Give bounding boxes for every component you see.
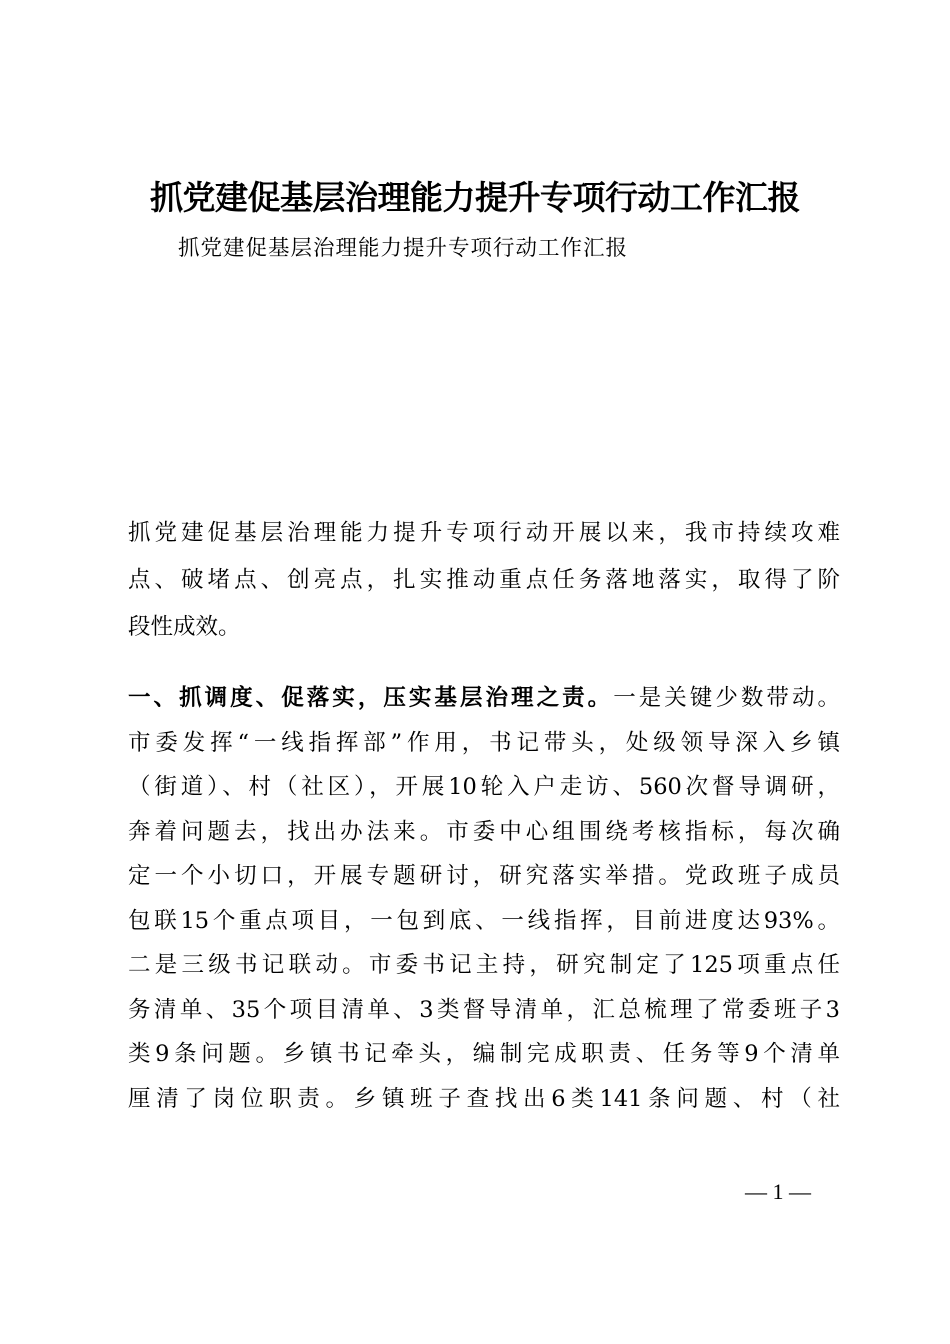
section-line: 类9条问题。乡镇书记牵头，编制完成职责、任务等9个清单: [128, 1041, 840, 1067]
section-heading: 一、抓调度、促落实，压实基层治理之责。: [128, 685, 614, 711]
section-line: 包联15个重点项目，一包到底、一线指挥，目前进度达93%。: [128, 907, 840, 934]
section-one-paragraph: [128, 676, 840, 1121]
section-line: （街道）、村（社区），开展10轮入户走访、560次督导调研，: [128, 774, 840, 800]
section-line: 定一个小切口，开展专题研讨，研究落实举措。党政班子成员: [128, 863, 840, 889]
page-number: — 1 —: [745, 1179, 811, 1204]
intro-line: 点、破堵点、创亮点，扎实推动重点任务落地落实，取得了阶: [128, 567, 840, 593]
section-line: 务清单、35个项目清单、3类督导清单，汇总梳理了常委班子3: [128, 996, 840, 1023]
document-subtitle: 抓党建促基层治理能力提升专项行动工作汇报: [178, 236, 629, 261]
section-first-line: [128, 676, 840, 721]
section-first-line-rest: 一是关键少数带动。: [613, 685, 840, 711]
section-line: 厘清了岗位职责。乡镇班子查找出6类141条问题、村（社: [128, 1085, 840, 1112]
section-line: 市委发挥“一线指挥部”作用，书记带头，处级领导深入乡镇: [128, 729, 840, 756]
intro-paragraph: [128, 510, 840, 651]
section-line: 奔着问题去，找出办法来。市委中心组围绕考核指标，每次确: [128, 818, 840, 845]
document-title: 抓党建促基层治理能力提升专项行动工作汇报: [150, 178, 800, 217]
intro-line: 抓党建促基层治理能力提升专项行动开展以来，我市持续攻难: [128, 520, 840, 546]
section-line: 二是三级书记联动。市委书记主持，研究制定了125项重点任: [128, 952, 840, 978]
intro-line: 段性成效。: [128, 614, 241, 640]
